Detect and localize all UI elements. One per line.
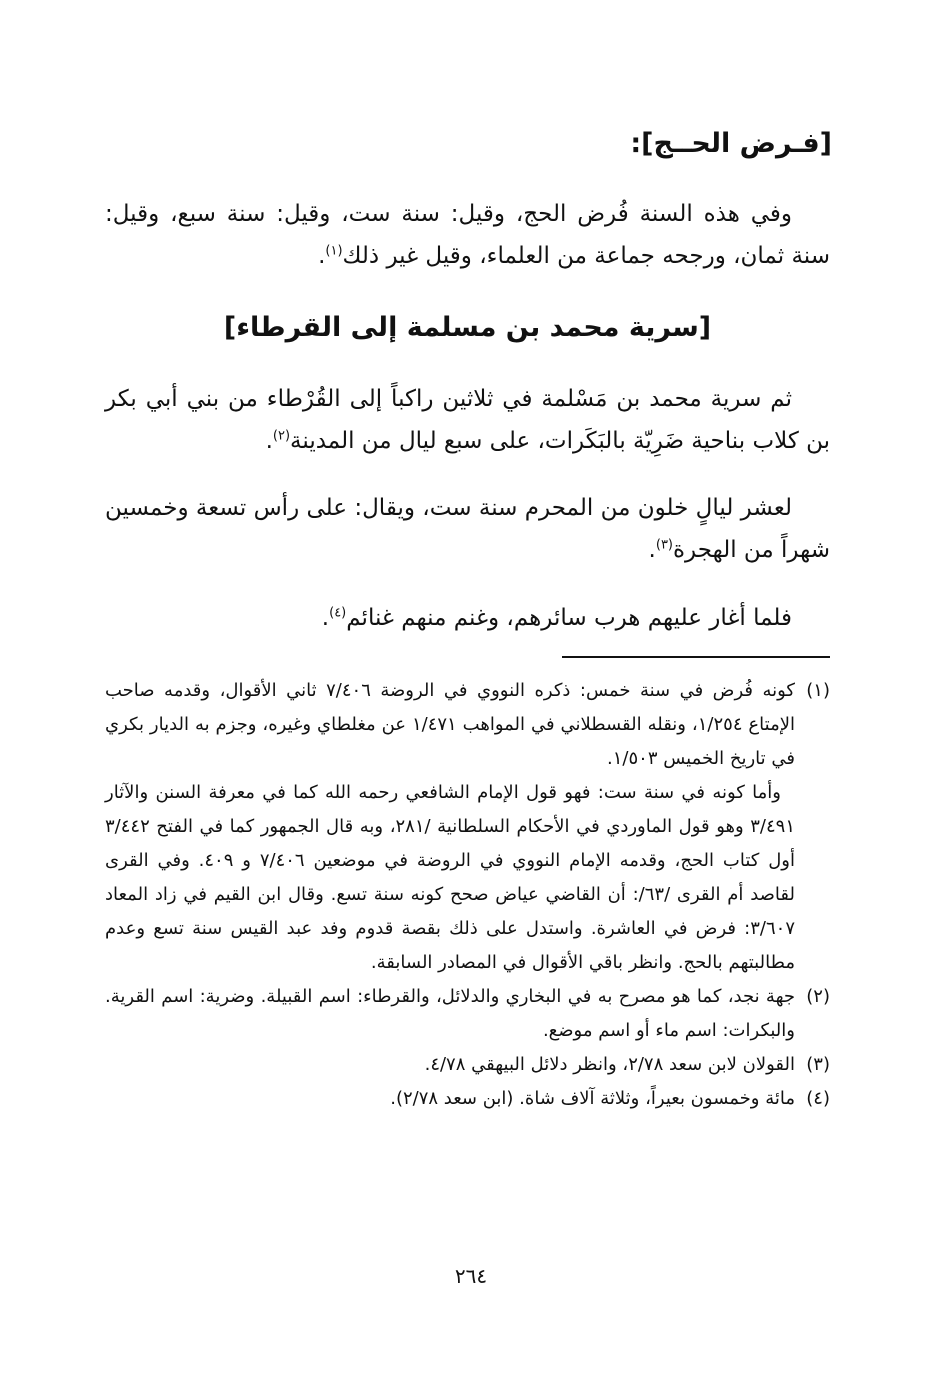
footnote-text-continued: وأما كونه في سنة ست: فهو قول الإمام الشافعي رحمه الله كما في معرفة السنن والآثار ٣/٤٩١ وهو قول الماوردي في الأحكام السلطانية /٢٨١، وبه قال الجمهور كما في الفتح ٣/٤٤٢ أول كتاب الحج، وقدمه الإمام النووي في الروضة في موضعين ٧/٤٠٦ و ٤٠٩. وفي القرى لقاصد أم القرى /٦٣/: أن القاضي عياض صحح كونه سنة تسع. وقال ابن القيم في زاد المعاد ٣/٦٠٧: فرض في العاشرة. واستدل على ذلك بقصة قدوم وفد عبد القيس سنة تسع وعدم مطالبتهم بالحج. وانظر باقي الأقوال في المصادر السابقة. (105, 782, 796, 973)
footnote-separator (562, 656, 830, 658)
footnote-ref-1[interactable]: (١) (325, 243, 343, 259)
footnote-text: جهة نجد، كما هو مصرح به في البخاري والدلائل، والقرطاء: اسم القبيلة. وضرية: اسم القرية. والبكرات: اسم ماء أو اسم موضع. (105, 986, 795, 1041)
footnote-1 (105, 674, 830, 980)
section-heading-hajj: [فـرض الحــج]: (630, 128, 832, 159)
paragraph-date (105, 487, 830, 571)
paragraph-text: لعشر ليالٍ خلون من المحرم سنة ست، ويقال: على رأس تسعة وخمسين شهراً من الهجرة (105, 495, 830, 563)
footnote-text: القولان لابن سعد ٢/٧٨، وانظر دلائل البيهقي ٤/٧٨. (424, 1054, 795, 1075)
footnote-number: (١) (806, 680, 830, 701)
section-heading-sariyya: [سرية محمد بن مسلمة إلى القرطاء] (223, 312, 712, 343)
page-number: ٢٦٤ (454, 1264, 488, 1288)
footnote-ref-3[interactable]: (٣) (655, 537, 673, 553)
paragraph-text: وفي هذه السنة فُرض الحج، وقيل: سنة ست، وقيل: سنة سبع، وقيل: سنة ثمان، ورجحه جماعة من العلماء، وقيل غير ذلك (105, 201, 830, 269)
footnote-text: مائة وخمسون بعيراً، وثلاثة آلاف شاة. (ابن سعد ٢/٧٨). (390, 1088, 795, 1109)
sentence-end: . (265, 428, 273, 454)
footnote-ref-4[interactable]: (٤) (329, 605, 347, 621)
paragraph-sariyya (105, 378, 830, 462)
paragraph-raid (105, 597, 830, 639)
paragraph-hajj (105, 193, 830, 277)
footnotes (105, 674, 830, 1116)
sentence-end: . (321, 605, 330, 631)
footnote-3 (105, 1048, 830, 1082)
footnote-2 (105, 980, 830, 1048)
footnote-ref-2[interactable]: (٢) (272, 428, 291, 444)
sentence-end: . (318, 243, 326, 269)
footnote-number: (٢) (806, 986, 830, 1007)
footnote-number: (٤) (806, 1088, 830, 1109)
footnote-number: (٣) (806, 1054, 830, 1075)
paragraph-text: فلما أغار عليهم هرب سائرهم، وغنم منهم غنائم (346, 605, 792, 631)
footnote-4 (105, 1082, 830, 1116)
footnote-text: كونه فُرض في سنة خمس: ذكره النووي في الروضة ٧/٤٠٦ ثاني الأقوال، وقدمه صاحب الإمتاع ١/٢٥٤، ونقله القسطلاني في المواهب ١/٤٧١ عن مغلطاي وغيره، وجزم به الديار بكري في تاريخ الخميس ١/٥٠٣. (105, 680, 795, 769)
paragraph-text: ثم سرية محمد بن مَسْلمة في ثلاثين راكباً إلى القُرْطاء من بني أبي بكر بن كلاب بناحية ضَرِيّة بالبَكَرات، على سبع ليال من المدينة (105, 386, 830, 454)
sentence-end: . (648, 537, 656, 563)
